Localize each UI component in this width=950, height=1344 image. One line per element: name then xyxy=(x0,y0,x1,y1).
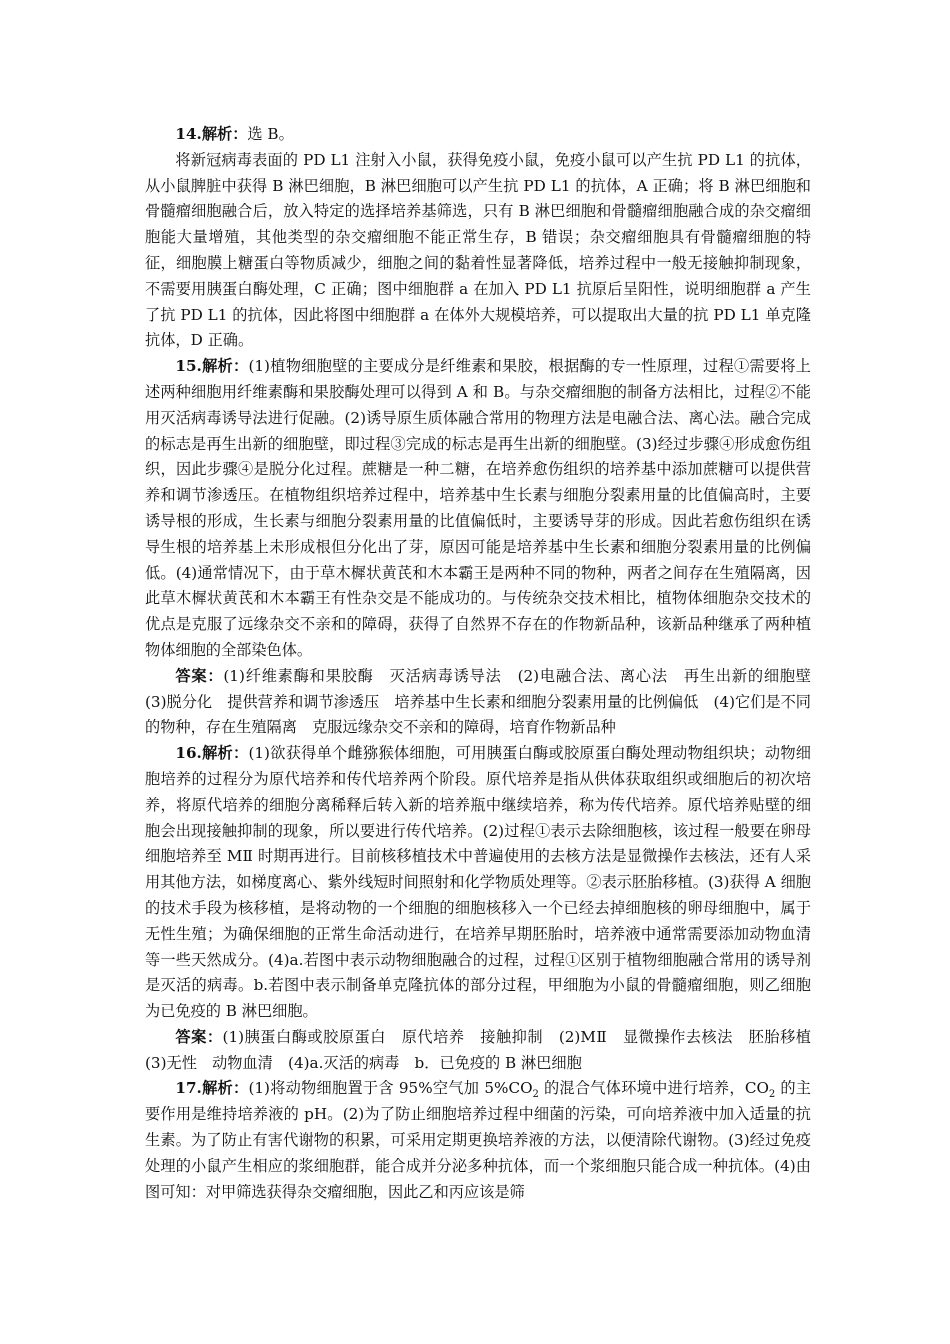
q17-paragraph xyxy=(145,1076,811,1205)
q14-heading xyxy=(145,122,811,148)
document-page xyxy=(145,122,827,1205)
q17-body-part-2: 的混合气体环境中进行培养，CO xyxy=(538,1079,769,1098)
q15-answer-label: 答案： xyxy=(175,666,224,685)
q17-body-part-1: (1)将动物细胞置于含 95%空气加 5%CO xyxy=(248,1079,533,1098)
q15-body: (1)植物细胞壁的主要成分是纤维素和果胶，根据酶的专一性原理，过程①需要将上述两种细胞用纤维素酶和果胶酶处理可以得到 A 和 B。与杂交瘤细胞的制备方法相比，过程②不能用灭活病毒诱导法进行促融。(2)诱导原生质体融合常用的物理方法是电融合法、离心法。融合完成的标志是再生出新的细胞壁，即过程③完成的标志是再生出新的细胞壁。(3)经过步骤④形成愈伤组织，因此步骤④是脱分化过程。蔗糖是一种二糖，在培养愈伤组织的培养基中添加蔗糖可以提供营养和调节渗透压。在植物组织培养过程中，培养基中生长素与细胞分裂素用量的比值偏高时，主要诱导根的形成，生长素与细胞分裂素用量的比值偏低时，主要诱导芽的形成。因此若愈伤组织在诱导生根的培养基上未形成根但分化出了芽，原因可能是培养基中生长素和细胞分裂素用量的比例偏低。(4)通常情况下，由于草木樨状黄芪和木本霸王是两种不同的物种，两者之间存在生殖隔离，因此草木樨状黄芪和木本霸王有性杂交是不能成功的。与传统杂交技术相比，植物体细胞杂交技术的优点是克服了远缘杂交不亲和的障碍，获得了自然界不存在的作物新品种，该新品种继承了两种植物体细胞的全部染色体。 xyxy=(145,357,811,659)
q16-answer-label: 答案： xyxy=(175,1027,223,1046)
q16-paragraph xyxy=(145,741,811,1025)
q15-answer-body: (1)纤维素酶和果胶酶 灭活病毒诱导法 (2)电融合法、离心法 再生出新的细胞壁 (3)脱分化 提供营养和调节渗透压 培养基中生长素和细胞分裂素用量的比例偏低 (4)它们是不同的物种，存在生殖隔离 克服远缘杂交不亲和的障碍，培育作物新品种 xyxy=(145,666,827,737)
q17-label: 17.解析： xyxy=(175,1079,249,1098)
q14-body: 将新冠病毒表面的 PD L1 注射入小鼠，获得免疫小鼠，免疫小鼠可以产生抗 PD L1 的抗体，从小鼠脾脏中获得 B 淋巴细胞，B 淋巴细胞可以产生抗 PD L1 的抗体，A 正确；将 B 淋巴细胞和骨髓瘤细胞融合后，放入特定的选择培养基筛选，只有 B 淋巴细胞和骨髓瘤细胞融合成的杂交瘤细胞能大量增殖，其他类型的杂交瘤细胞不能正常生存，B 错误；杂交瘤细胞具有骨髓瘤细胞的特征，细胞膜上糖蛋白等物质减少，细胞之间的黏着性显著降低，培养过程中一般无接触抑制现象，不需要用胰蛋白酶处理，C 正确；图中细胞群 a 在加入 PD L1 抗原后呈阳性，说明细胞群 a 产生了抗 PD L1 的抗体，因此将图中细胞群 a 在体外大规模培养，可以提取出大量的抗 PD L1 单克隆抗体，D 正确。 xyxy=(145,150,811,350)
q17-subscript-2: 2 xyxy=(768,1089,776,1101)
q15-label: 15.解析： xyxy=(175,357,249,376)
q16-label: 16.解析： xyxy=(175,744,249,763)
q14-label: 14.解析： xyxy=(175,125,248,143)
q17-body-part-3: 的主要作用是维持培养液的 pH。(2)为了防止细胞培养过程中细菌的污染，可向培养液中加入适量的抗生素。为了防止有害代谢物的积累，可采用定期更换培养液的方法，以便清除代谢物。(3)经过免疫处理的小鼠产生相应的浆细胞群，能合成并分泌多种抗体，而一个浆细胞只能合成一种抗体。(4)由图可知：对甲筛选获得杂交瘤细胞，因此乙和丙应该是筛 xyxy=(145,1079,811,1201)
q17-subscript-1: 2 xyxy=(532,1089,539,1101)
q15-paragraph xyxy=(145,354,811,664)
q15-answer xyxy=(145,664,827,741)
q16-answer xyxy=(145,1025,827,1077)
q16-body: (1)欲获得单个雌猕猴体细胞，可用胰蛋白酶或胶原蛋白酶处理动物组织块；动物细胞培养的过程分为原代培养和传代培养两个阶段。原代培养是指从供体获取组织或细胞后的初次培养，将原代培养的细胞分离稀释后转入新的培养瓶中继续培养，称为传代培养。原代培养贴壁的细胞会出现接触抑制的现象，所以要进行传代培养。(2)过程①表示去除细胞核，该过程一般要在卵母细胞培养至 MⅡ 时期再进行。目前核移植技术中普遍使用的去核方法是显微操作去核法，还有人采用其他方法，如梯度离心、紫外线短时间照射和化学物质处理等。②表示胚胎移植。(3)获得 A 细胞的技术手段为核移植，是将动物的一个细胞的细胞核移入一个已经去掉细胞核的卵母细胞中，属于无性生殖；为确保细胞的正常生命活动进行，在培养早期胚胎时，培养液中通常需要添加动物血清等一些天然成分。(4)a.若图中表示动物细胞融合的过程，过程①区别于植物细胞融合常用的诱导剂是灭活的病毒。b.若图中表示制备单克隆抗体的部分过程，甲细胞为小鼠的骨髓瘤细胞，则乙细胞为已免疫的 B 淋巴细胞。 xyxy=(145,744,811,1021)
q14-choice: 选 B。 xyxy=(247,125,294,143)
q16-answer-body: (1)胰蛋白酶或胶原蛋白 原代培养 接触抑制 (2)MⅡ 显微操作去核法 胚胎移植 (3)无性 动物血清 (4)a.灭活的病毒 b．已免疫的 B 淋巴细胞 xyxy=(145,1027,827,1072)
